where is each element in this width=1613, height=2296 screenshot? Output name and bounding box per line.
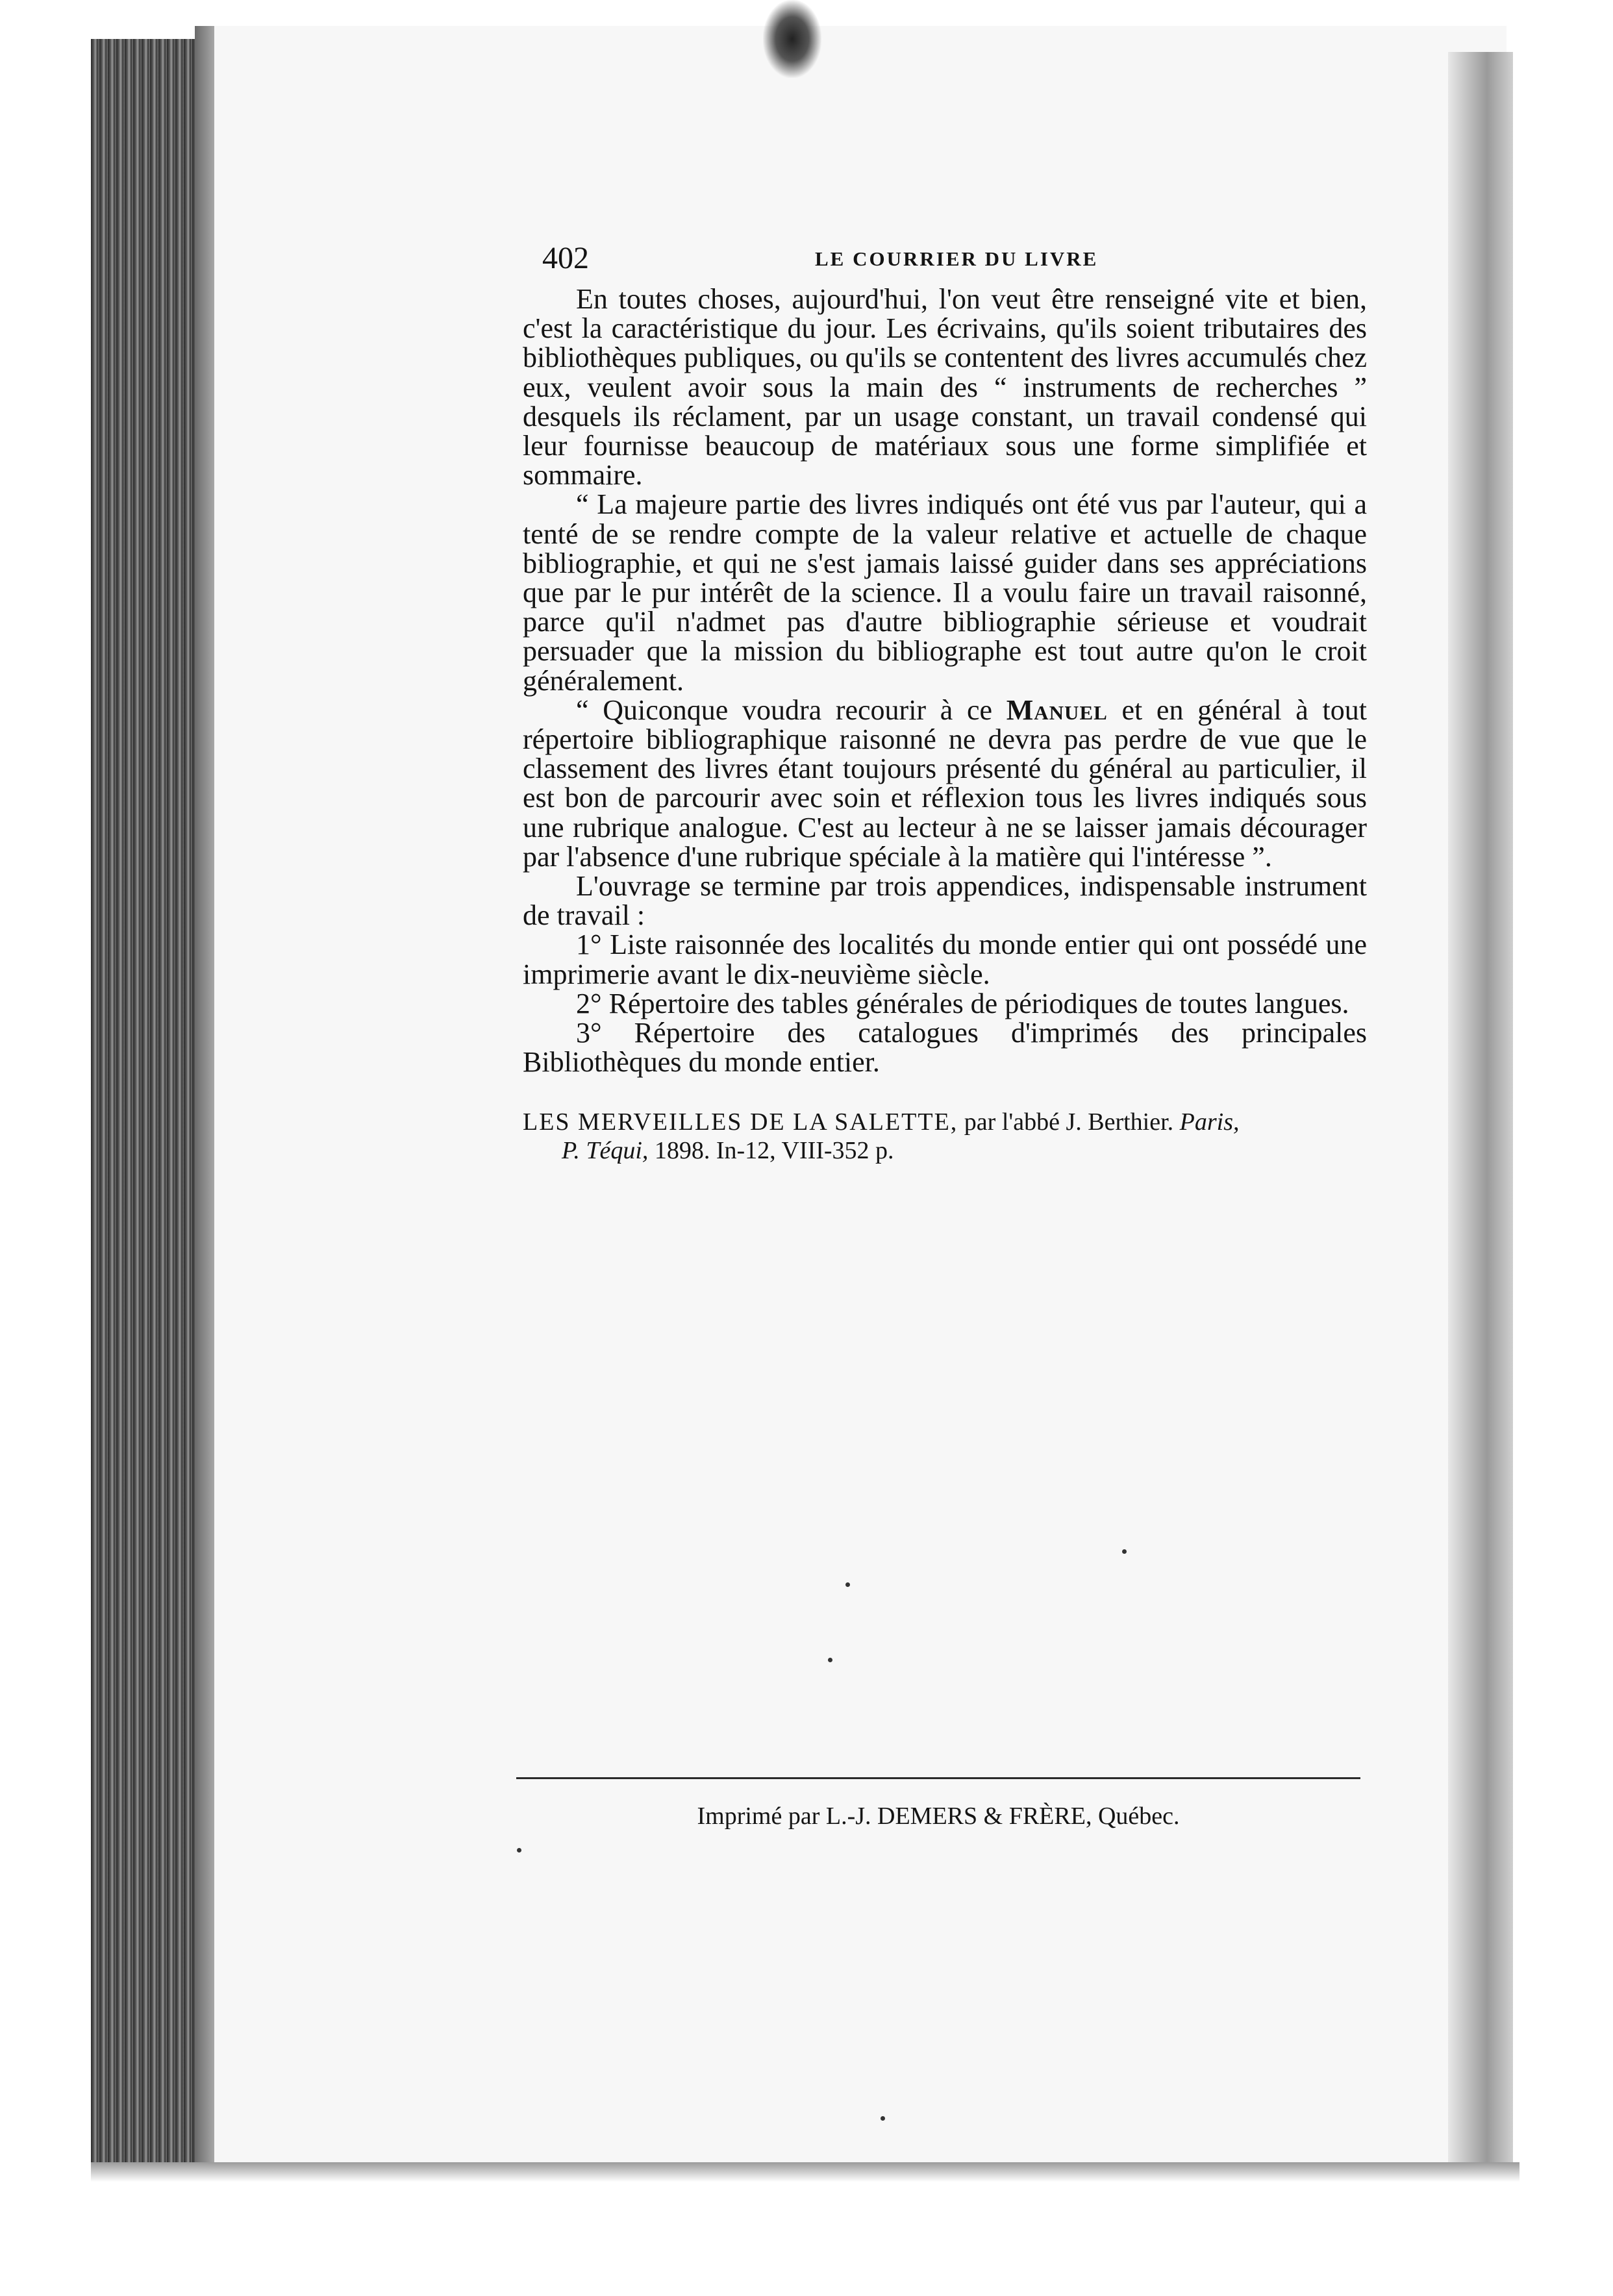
print-speck — [828, 1658, 832, 1662]
running-title: LE COURRIER DU LIVRE — [815, 247, 1099, 270]
manuel-title: Manuel — [1006, 693, 1108, 726]
print-speck — [517, 1848, 521, 1853]
scan-margin-right — [1513, 52, 1613, 2296]
running-head — [523, 239, 1367, 284]
footer-rule — [516, 1777, 1360, 1779]
page-bottom-shadow — [91, 2162, 1519, 2182]
paragraph-3 — [523, 695, 1367, 871]
bibliography-line-1 — [523, 1108, 1367, 1136]
appendix-2: 2° Répertoire des tables générales de périodiques de toutes langues. — [576, 987, 1349, 1019]
page-number: 402 — [542, 241, 589, 275]
binding-mark — [763, 0, 821, 78]
book-details: 1898. In-12, VIII-352 p. — [648, 1137, 894, 1165]
appendix-1: 1° Liste raisonnée des localités du monde entier qui ont possédé une imprimerie avant le dix-neuvième siècle. — [523, 929, 1367, 990]
book-title: LES MERVEILLES DE LA SALETTE, — [523, 1108, 958, 1136]
paragraph-2: “ La majeure partie des livres indiqués ont été vus par l'auteur, qui a tenté de se rendre compte de la valeur relative et actuelle de chaque bibliographie, et qui ne s'est jamais laissé guider dans ses appréciations que par le pur intérêt de la science. Il a voulu faire un travail raisonné, parce qu'il n'admet pas d'autre bibliographie sérieuse et voudrait persuader que la mission du bibliographe est tout autre qu'on le croit généralement. — [523, 488, 1367, 697]
bibliography-line-2 — [523, 1136, 1367, 1165]
appendix-3: 3° Répertoire des catalogues d'imprimés des principales Bibliothèques du monde entier. — [523, 1017, 1367, 1079]
print-speck — [881, 2116, 885, 2121]
paragraph-4: L'ouvrage se termine par trois appendices, indispensable instrument de travail : — [523, 870, 1367, 932]
body-text — [523, 284, 1367, 1077]
print-speck — [1122, 1549, 1127, 1554]
page-right-shadow — [1448, 52, 1513, 2162]
paragraph-3-end: et en général à tout répertoire bibliographique raisonné ne devra pas perdre de vue que le classement des livres étant toujours présenté du général au particulier, il est bon de parcourir avec soin et réflexion tous les livres indiqués sous une rubrique analogue. C'est au lecteur à ne se laisser jamais décourager par l'absence d'une rubrique spéciale à la matière qui l'intéresse ”. — [523, 693, 1367, 873]
book-author: par l'abbé J. Berthier. — [958, 1108, 1174, 1136]
book-place: Paris, — [1179, 1108, 1240, 1136]
text-block — [523, 239, 1367, 1165]
paragraph-1: En toutes choses, aujourd'hui, l'on veut être renseigné vite et bien, c'est la caractéristique du jour. Les écrivains, qu'ils soient tributaires des bibliothèques publiques, ou qu'ils se contentent des livres accumulés chez eux, veulent avoir sous la main des “ instruments de recherches ” desquels ils réclament, par un usage constant, un travail condensé qui leur fournisse beaucoup de matériaux sous une forme simplifiée et sommaire. — [523, 283, 1367, 492]
printer-imprint: Imprimé par L.-J. DEMERS & FRÈRE, Québec. — [697, 1803, 1180, 1830]
bibliography-entry — [523, 1108, 1367, 1165]
print-speck — [845, 1582, 850, 1587]
paragraph-3-start: “ Quiconque voudra recourir à ce — [576, 693, 1007, 726]
book-publisher: P. Téqui, — [562, 1137, 649, 1165]
